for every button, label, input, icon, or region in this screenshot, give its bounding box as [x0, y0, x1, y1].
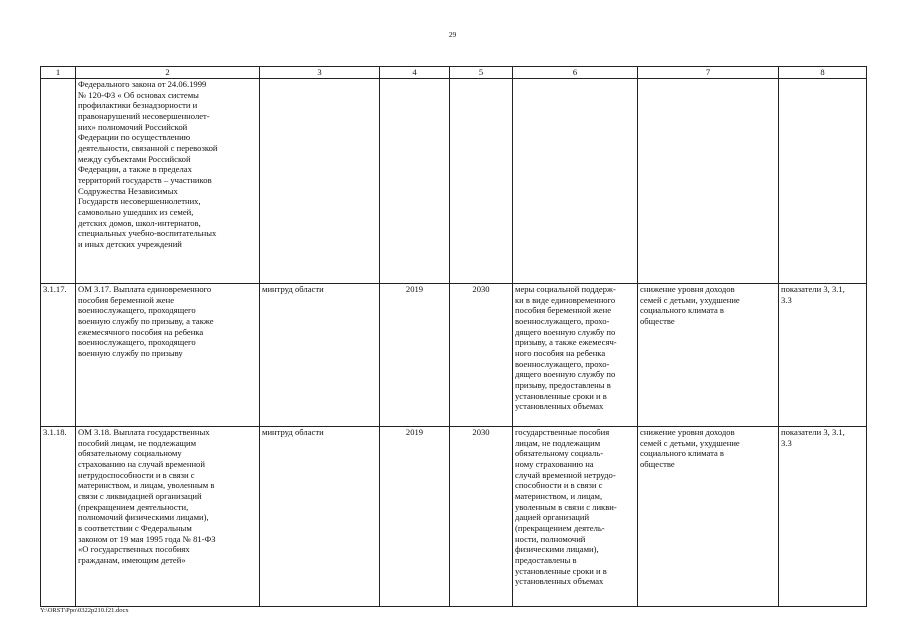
- related-indicators-cell: показатели 3, 3.1, 3.3: [779, 427, 867, 607]
- measure-description-cell: ОМ 3.18. Выплата государственных пособий лицам, не подлежащим обязательному социальному страхованию на случай временной нетрудоспособности и в связи с материнством, и лицам, уволенным в связи с ликвидацией организаций (прекращением деятельности, полномочий физическими лицами), в соответствии с Федеральным законом от 19 мая 1995 года № 81-ФЗ «О государственных пособиях гражданам, имеющим детей»: [76, 427, 260, 607]
- end-year-cell: 2030: [450, 427, 513, 607]
- non-implementation-consequences-cell: [638, 79, 779, 284]
- responsible-executor-cell: минтруд области: [260, 427, 380, 607]
- row-number-cell: [41, 79, 76, 284]
- table-row: [41, 79, 867, 284]
- measures-table: [40, 66, 867, 607]
- document-file-path: Y:\ORST\Ppo\0322p210.f21.docx: [40, 607, 129, 614]
- page-number: 29: [448, 30, 457, 39]
- column-number-cell: 8: [779, 67, 867, 79]
- end-year-cell: [450, 79, 513, 284]
- end-year-cell: 2030: [450, 284, 513, 427]
- column-number-cell: 6: [513, 67, 638, 79]
- non-implementation-consequences-cell: снижение уровня доходов семей с детьми, ухудшение социального климата в обществе: [638, 427, 779, 607]
- row-number-cell: 3.1.17.: [41, 284, 76, 427]
- column-number-cell: 1: [41, 67, 76, 79]
- table-row: [41, 284, 867, 427]
- column-number-header-row: [41, 67, 867, 79]
- expected-result-cell: [513, 79, 638, 284]
- expected-result-cell: государственные пособия лицам, не подлежащим обязательному социаль- ному страхованию на случай временной нетрудо- способности и в связи с материнством, и лицам, уволенным в связи с ликви- дацией организаций (прекращением деятель- ности, полномочий физическими лицами), предоставлены в установленные сроки и в установленных объемах: [513, 427, 638, 607]
- expected-result-cell: меры социальной поддерж- ки в виде единовременного пособия беременной жене военнослужащего, прохо- дящего военную службу по призыву, а также ежемесяч- ного пособия на ребенка военнослужащего, прохо- дящего военную службу по призыву, предоставлены в установленные сроки и в установленных объемах: [513, 284, 638, 427]
- start-year-cell: 2019: [380, 427, 450, 607]
- column-number-cell: 3: [260, 67, 380, 79]
- start-year-cell: [380, 79, 450, 284]
- row-number-cell: 3.1.18.: [41, 427, 76, 607]
- responsible-executor-cell: [260, 79, 380, 284]
- related-indicators-cell: [779, 79, 867, 284]
- table-row: [41, 427, 867, 607]
- related-indicators-cell: показатели 3, 3.1, 3.3: [779, 284, 867, 427]
- column-number-cell: 5: [450, 67, 513, 79]
- measure-description-cell: Федерального закона от 24.06.1999 № 120-ФЗ « Об основах системы профилактики безнадзорности и правонарушений несовершеннолет- них» полномочий Российской Федерации по осуществлению деятельности, связанной с перевозкой между субъектами Российской Федерации, а также в пределах территорий государств – участников Содружества Независимых Государств несовершеннолетних, самовольно ушедших из семей, детских домов, школ-интернатов, специальных учебно-воспитательных и иных детских учреждений: [76, 79, 260, 284]
- non-implementation-consequences-cell: снижение уровня доходов семей с детьми, ухудшение социального климата в обществе: [638, 284, 779, 427]
- column-number-cell: 4: [380, 67, 450, 79]
- responsible-executor-cell: минтруд области: [260, 284, 380, 427]
- start-year-cell: 2019: [380, 284, 450, 427]
- measure-description-cell: ОМ 3.17. Выплата единовременного пособия беременной жене военнослужащего, проходящего военную службу по призыву, а также ежемесячного пособия на ребенка военнослужащего, проходящего военную службу по призыву: [76, 284, 260, 427]
- column-number-cell: 7: [638, 67, 779, 79]
- column-number-cell: 2: [76, 67, 260, 79]
